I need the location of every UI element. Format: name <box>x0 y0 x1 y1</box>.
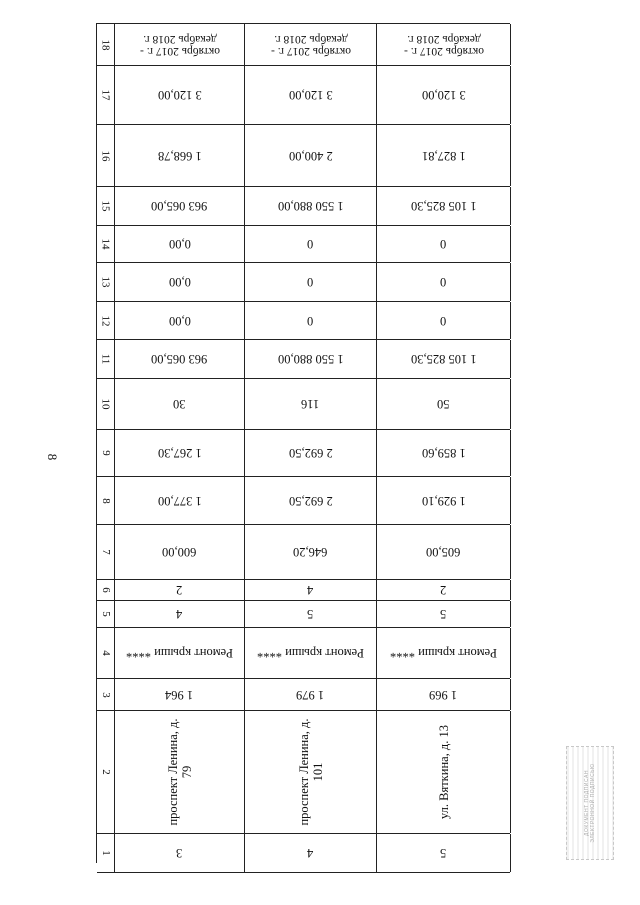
table-row <box>97 340 510 379</box>
table-row <box>97 711 510 834</box>
table-cell <box>245 187 377 225</box>
table-cell <box>115 834 245 872</box>
cell-text: 50 <box>437 397 450 411</box>
cell-text: 1 979 <box>296 687 325 702</box>
column-number-cell <box>97 226 115 262</box>
table-cell <box>245 379 377 429</box>
column-number: 13 <box>99 276 112 288</box>
table-cell <box>245 477 377 524</box>
cell-text: 0,00 <box>168 237 191 251</box>
table-cell <box>377 66 511 124</box>
cell-text: 0 <box>307 275 314 289</box>
table-row <box>97 187 510 226</box>
cell-text: 3 <box>176 846 183 860</box>
cell-text: 0 <box>440 313 447 328</box>
table-cell <box>377 711 511 833</box>
table-cell <box>245 580 377 600</box>
column-number-cell <box>97 66 115 124</box>
cell-text: Ремонт крыши **** <box>257 646 364 660</box>
table-row <box>97 834 510 873</box>
column-number: 17 <box>99 89 112 101</box>
column-number-cell <box>97 24 115 65</box>
cell-text: 3 120,00 <box>421 88 466 102</box>
table-cell <box>115 340 245 378</box>
table-cell <box>377 187 511 225</box>
column-number-cell <box>97 302 115 339</box>
column-number: 6 <box>99 587 112 593</box>
cell-text: 1 377,00 <box>157 493 202 508</box>
column-number-cell <box>97 379 115 429</box>
cell-text: 0 <box>440 275 447 289</box>
cell-text: 2 400,00 <box>288 148 333 163</box>
column-number: 3 <box>99 691 112 698</box>
table-cell <box>115 628 245 678</box>
table-cell <box>377 125 511 186</box>
table-row <box>97 302 510 340</box>
table-cell <box>377 580 511 600</box>
cell-text: 4 <box>307 846 314 860</box>
cell-text: 5 <box>440 607 447 621</box>
cell-text: 2 692,50 <box>288 446 333 460</box>
cell-text: 646,20 <box>293 545 328 559</box>
stamp-text: ДОКУМЕНТ ПОДПИСАН ЭЛЕКТРОННОЙ ПОДПИСЬЮ <box>584 763 596 843</box>
cell-text: 4 <box>307 583 314 597</box>
column-number-cell <box>97 477 115 524</box>
column-number: 10 <box>99 398 112 410</box>
cell-text: 1 964 <box>165 687 194 702</box>
table-row <box>97 66 510 125</box>
table-cell <box>245 302 377 339</box>
table-cell <box>245 711 377 833</box>
cell-text: Ремонт крыши **** <box>126 646 233 660</box>
column-number: 5 <box>99 611 112 617</box>
column-number-cell <box>97 601 115 627</box>
table-cell <box>115 477 245 524</box>
table-cell <box>245 601 377 627</box>
column-number: 9 <box>99 450 112 456</box>
column-number-cell <box>97 628 115 678</box>
table-row <box>97 430 510 477</box>
cell-text: 3 120,00 <box>288 88 333 102</box>
stamp-image <box>566 746 614 860</box>
column-number-cell <box>97 125 115 186</box>
cell-text: 0,00 <box>168 275 191 289</box>
column-number: 12 <box>99 315 112 326</box>
table-cell <box>245 263 377 301</box>
column-number-cell <box>97 834 115 872</box>
cell-text: 1 929,10 <box>421 493 466 508</box>
table-cell <box>115 711 245 833</box>
column-number-cell <box>97 580 115 600</box>
cell-text: 3 120,00 <box>157 88 202 102</box>
column-number: 7 <box>99 549 112 555</box>
cell-text: октябрь 2017 г. - декабрь 2018 г. <box>270 32 351 57</box>
table-cell <box>377 340 511 378</box>
column-number: 14 <box>99 238 112 250</box>
column-number-cell <box>97 679 115 710</box>
column-number: 4 <box>99 650 112 656</box>
table-cell <box>115 125 245 186</box>
page-number: 8 <box>45 453 60 461</box>
table-cell <box>115 302 245 339</box>
table-row <box>97 226 510 263</box>
table-cell <box>245 226 377 262</box>
column-number: 15 <box>99 200 112 212</box>
table-cell <box>377 302 511 339</box>
cell-text: проспект Ленина, д. 101 <box>296 718 325 826</box>
cell-text: 5 <box>307 607 314 621</box>
table-row <box>97 24 510 66</box>
table-cell <box>115 580 245 600</box>
table-cell <box>115 226 245 262</box>
table-cell <box>377 834 511 872</box>
table-cell <box>245 628 377 678</box>
cell-text: 1 668,78 <box>157 148 202 163</box>
table-cell <box>245 66 377 124</box>
cell-text: 2 692,50 <box>288 493 333 508</box>
cell-text: 1 550 880,00 <box>277 199 344 213</box>
table-cell <box>377 24 511 65</box>
table-cell <box>245 679 377 710</box>
table-cell <box>245 525 377 579</box>
column-number-cell <box>97 263 115 301</box>
cell-text: 605,00 <box>426 545 461 559</box>
cell-text: октябрь 2017 г. - декабрь 2018 г. <box>139 32 220 57</box>
table-cell <box>115 66 245 124</box>
column-number-cell <box>97 340 115 378</box>
cell-text: 1 550 880,00 <box>277 352 344 366</box>
table-row <box>97 525 510 580</box>
table-cell <box>377 628 511 678</box>
cell-text: 1 859,60 <box>421 446 466 460</box>
table-cell <box>245 430 377 476</box>
table-row <box>97 679 510 711</box>
column-number: 18 <box>99 39 112 50</box>
column-number-cell <box>97 711 115 833</box>
table-cell <box>377 477 511 524</box>
cell-text: 1 969 <box>429 687 458 702</box>
cell-text: 0,00 <box>168 313 191 328</box>
cell-text: 5 <box>440 846 447 860</box>
table-cell <box>245 125 377 186</box>
table-row <box>97 628 510 679</box>
table-cell <box>115 263 245 301</box>
table-row <box>97 477 510 525</box>
table-cell <box>377 226 511 262</box>
table-cell <box>377 430 511 476</box>
column-number: 2 <box>99 769 112 775</box>
cell-text: 1 827,81 <box>421 148 466 163</box>
column-number: 11 <box>99 353 112 365</box>
cell-text: проспект Ленина, д. 79 <box>165 718 194 826</box>
cell-text: 116 <box>301 397 320 411</box>
table-cell <box>115 525 245 579</box>
table-row <box>97 580 510 601</box>
cell-text: 0 <box>307 313 314 328</box>
table-row <box>97 379 510 430</box>
cell-text: 4 <box>176 607 183 621</box>
column-number-cell <box>97 525 115 579</box>
table-row <box>97 601 510 628</box>
column-number-cell <box>97 187 115 225</box>
table-cell <box>115 187 245 225</box>
cell-text: 2 <box>440 583 447 597</box>
table-cell <box>245 24 377 65</box>
table-cell <box>115 379 245 429</box>
column-number: 16 <box>99 150 112 161</box>
cell-text: 600,00 <box>162 545 197 559</box>
cell-text: 0 <box>307 237 314 251</box>
cell-text: октябрь 2017 г. - декабрь 2018 г. <box>403 32 484 57</box>
table-cell <box>245 340 377 378</box>
cell-text: 2 <box>176 583 183 597</box>
cell-text: 0 <box>440 237 447 251</box>
cell-text: 963 065,00 <box>151 352 208 366</box>
column-number: 1 <box>99 850 112 856</box>
cell-text: 1 105 825,30 <box>410 352 477 366</box>
cell-text: ул. Вяткина, д. 13 <box>436 724 451 820</box>
table-cell <box>115 601 245 627</box>
table-row <box>97 125 510 187</box>
table-cell <box>377 679 511 710</box>
cell-text: 1 105 825,30 <box>410 199 477 213</box>
table-cell <box>115 679 245 710</box>
table-cell <box>115 24 245 65</box>
table-cell <box>377 601 511 627</box>
cell-text: 963 065,00 <box>151 199 208 213</box>
table-row <box>97 263 510 302</box>
cell-text: 30 <box>173 397 186 411</box>
column-number: 8 <box>99 497 112 504</box>
table-cell <box>115 430 245 476</box>
cell-text: 1 267,30 <box>157 446 202 460</box>
table-cell <box>377 525 511 579</box>
table-cell <box>377 263 511 301</box>
table-cell <box>377 379 511 429</box>
column-number-cell <box>97 430 115 476</box>
cell-text: Ремонт крыши **** <box>390 646 497 660</box>
data-table <box>96 23 510 863</box>
table-cell <box>245 834 377 872</box>
